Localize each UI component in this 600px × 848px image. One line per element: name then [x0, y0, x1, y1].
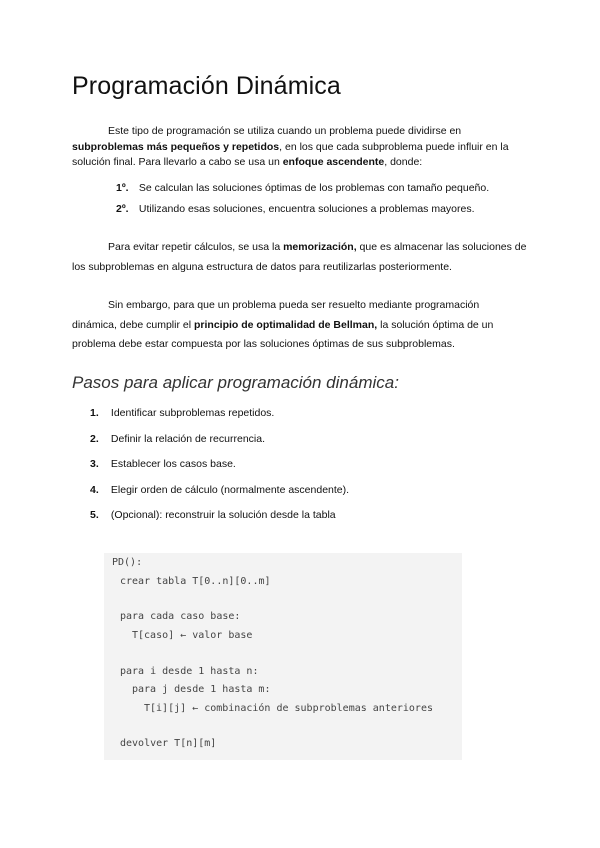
- list-item: [90, 454, 349, 480]
- list-text: Utilizando esas soluciones, encuentra soluciones a problemas mayores.: [138, 203, 475, 215]
- list-marker: 4.: [90, 483, 99, 496]
- page-title: Programación Dinámica: [72, 72, 341, 100]
- code-line: devolver T[n][m]: [120, 738, 217, 749]
- list-item: [90, 403, 349, 429]
- bellman-text-2: la solución óptima de un problema debe estar compuesta por las soluciones óptimas de sus subproblemas.: [72, 318, 494, 350]
- intro-text-1: Este tipo de programación se utiliza cuando un problema puede dividirse en: [108, 125, 462, 137]
- list-text: Se calculan las soluciones óptimas de los problemas con tamaño pequeño.: [138, 182, 490, 194]
- list-marker: 2.: [90, 432, 99, 445]
- bellman-paragraph: [72, 296, 527, 355]
- intro-text-2: , en los que cada subproblema puede influir en la solución final. Para llevarlo a cabo se usa un: [72, 140, 509, 169]
- steps-list: [90, 403, 349, 531]
- code-line: para cada caso base:: [120, 611, 241, 622]
- section-subtitle: Pasos para aplicar programación dinámica:: [72, 373, 399, 392]
- intro-paragraph: [72, 124, 527, 171]
- bellman-text-1: Sin embargo, para que un problema pueda ser resuelto mediante programación dinámica, debe cumplir el: [72, 299, 480, 331]
- intro-text-3: , donde:: [384, 156, 423, 169]
- memo-text-2: que es almacenar las soluciones de los subproblemas en alguna estructura de datos para reutilizarlas posteriormente.: [72, 241, 527, 273]
- intro-bold-1: subproblemas más pequeños y repetidos: [72, 140, 280, 153]
- code-block: [104, 553, 462, 760]
- list-text: Identificar subproblemas repetidos.: [110, 407, 275, 419]
- memo-text-1: Para evitar repetir cálculos, se usa la: [108, 241, 281, 253]
- list-marker: 2º.: [116, 203, 129, 215]
- list-item: [116, 199, 489, 220]
- ordinal-list: [116, 178, 489, 220]
- list-marker: 1.: [90, 407, 99, 419]
- code-line: T[i][j] ← combinación de subproblemas anteriores: [144, 703, 433, 714]
- memo-paragraph: [72, 238, 527, 277]
- list-marker: 3.: [90, 458, 99, 471]
- code-line: PD():: [112, 557, 143, 568]
- list-text: Definir la relación de recurrencia.: [110, 432, 265, 445]
- list-marker: 1º.: [116, 182, 129, 194]
- list-item: [116, 178, 489, 199]
- list-item: [90, 429, 349, 455]
- intro-bold-2: enfoque ascendente: [282, 156, 385, 169]
- list-marker: 5.: [90, 509, 99, 522]
- list-item: [90, 480, 349, 506]
- list-item: [90, 505, 349, 531]
- list-text: (Opcional): reconstruir la solución desde la tabla: [110, 509, 336, 522]
- list-text: Elegir orden de cálculo (normalmente ascendente).: [110, 483, 350, 496]
- list-text: Establecer los casos base.: [110, 458, 236, 471]
- code-line: crear tabla T[0..n][0..m]: [120, 576, 271, 587]
- bellman-bold: principio de optimalidad de Bellman,: [193, 318, 378, 331]
- code-line: T[caso] ← valor base: [132, 630, 253, 641]
- memo-bold: memorización,: [283, 241, 357, 253]
- code-line: para i desde 1 hasta n:: [120, 666, 259, 677]
- code-line: para j desde 1 hasta m:: [132, 684, 271, 695]
